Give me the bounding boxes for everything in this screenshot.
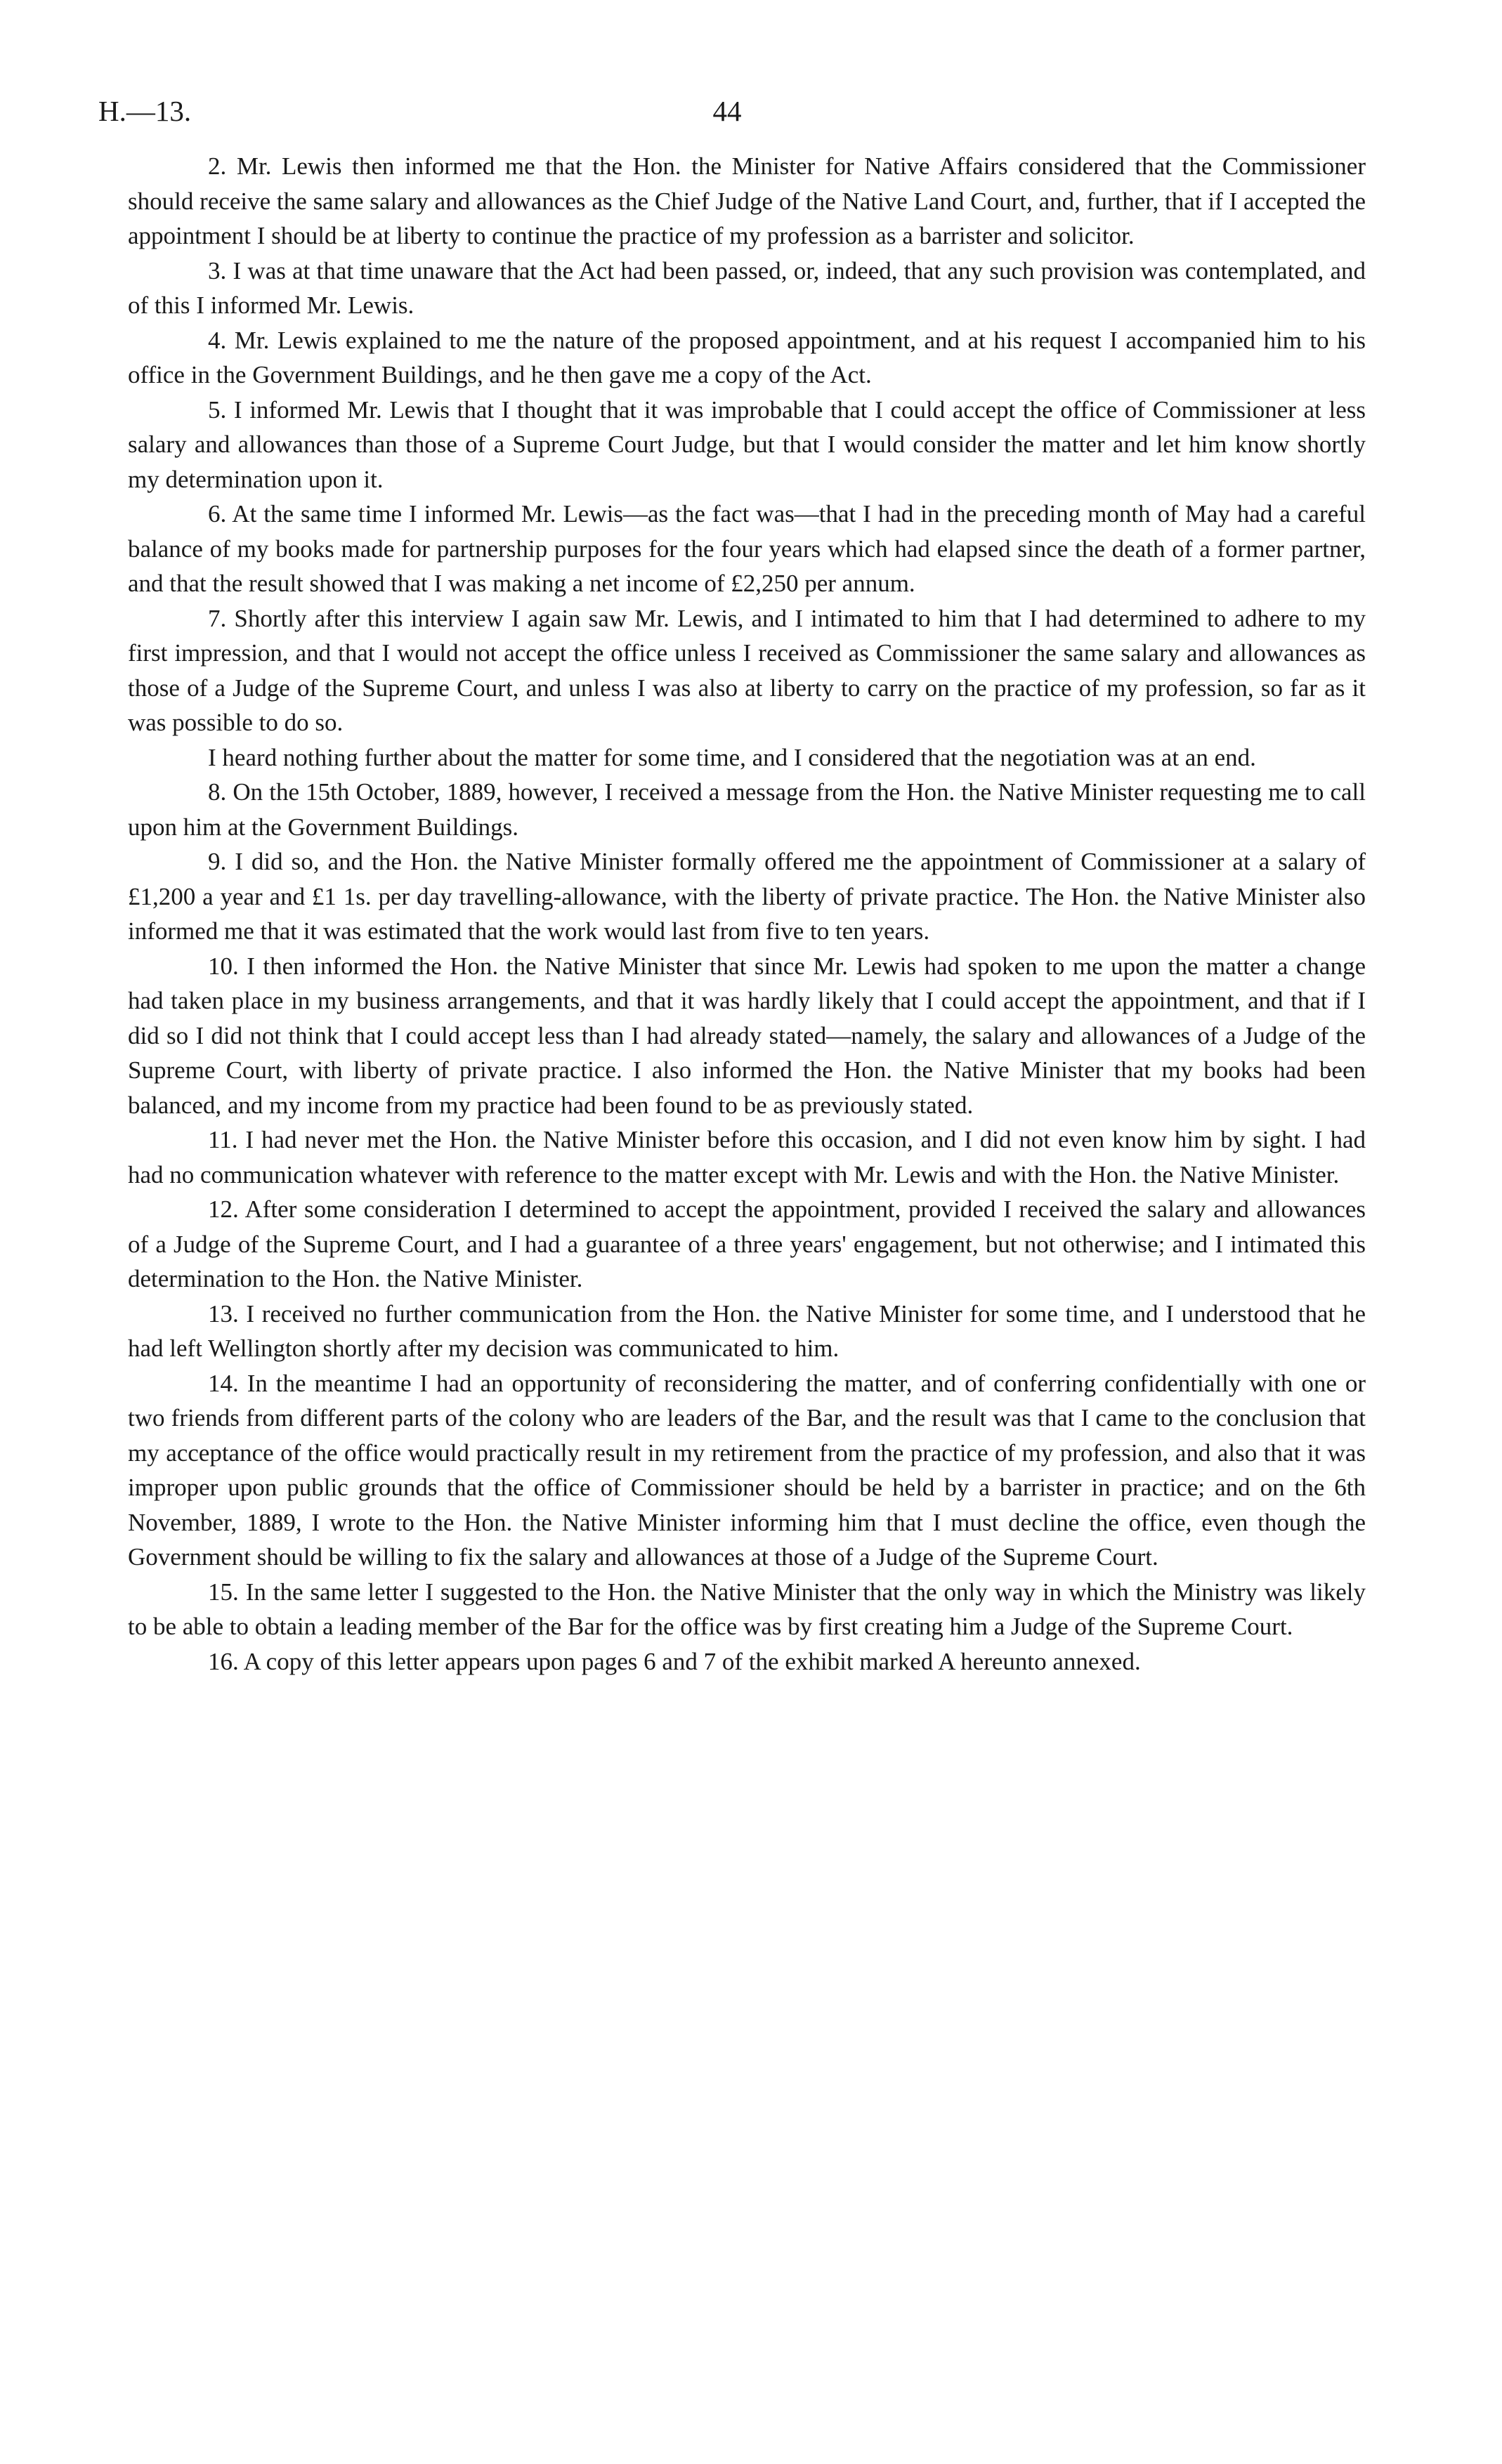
paragraph-2: 2. Mr. Lewis then informed me that the Hon. the Minister for Native Affairs considered that the Commissioner should receive the same salary and allowances as the Chief Judge of the Native Land Court, and, further, that if I accepted the appointment I should be at liberty to continue the practice of my profession as a barrister and solicitor. [128,152,1366,249]
paragraph-8: 8. On the 15th October, 1889, however, I received a message from the Hon. the Native Minister requesting me to call upon him at the Government Buildings. [128,778,1366,841]
paragraph-11: 11. I had never met the Hon. the Native Minister before this occasion, and I did not even know him by sight. I had had no communication whatever with reference to the matter except with Mr. Lewis and with the Hon. the Native Minister. [128,1126,1366,1188]
paragraph-16: 16. A copy of this letter appears upon pages 6 and 7 of the exhibit marked A hereunto annexed. [208,1647,1141,1675]
paragraph-7-continued: I heard nothing further about the matter for some time, and I considered that the negotiation was at an end. [208,743,1256,771]
paragraph-4: 4. Mr. Lewis explained to me the nature of the proposed appointment, and at his request I accompanied him to his office in the Government Buildings, and he then gave me a copy of the Act. [128,326,1366,388]
paragraph-15: 15. In the same letter I suggested to the Hon. the Native Minister that the only way in which the Ministry was likely to be able to obtain a leading member of the Bar for the office was by first creating him a Judge of the Supreme Court. [128,1578,1366,1640]
page-header [98,90,1356,132]
document-body [128,149,1366,1679]
paragraph-7: 7. Shortly after this interview I again saw Mr. Lewis, and I intimated to him that I had determined to adhere to my first impression, and that I would not accept the office unless I received as Commissioner the same salary and allowances as those of a Judge of the Supreme Court, and unless I was also at liberty to carry on the practice of my profession, so far as it was possible to do so. [128,604,1366,736]
document-reference: H.—13. [98,95,192,127]
paragraph-10: 10. I then informed the Hon. the Native Minister that since Mr. Lewis had spoken to me upon the matter a change had taken place in my business arrangements, and that it was hardly likely that I could accept the appointment, and that if I did so I did not think that I could accept less than I had already stated—namely, the salary and allowances of a Judge of the Supreme Court, with liberty of private practice. I also informed the Hon. the Native Minister that my books had been balanced, and my income from my practice had been found to be as previously stated. [128,952,1366,1119]
page-number: 44 [712,95,742,127]
paragraph-3: 3. I was at that time unaware that the Act had been passed, or, indeed, that any such provision was contemplated, and of this I informed Mr. Lewis. [128,256,1366,319]
paragraph-13: 13. I received no further communication from the Hon. the Native Minister for some time, and I understood that he had left Wellington shortly after my decision was communicated to him. [128,1299,1366,1362]
paragraph-6: 6. At the same time I informed Mr. Lewis—as the fact was—that I had in the preceding month of May had a careful balance of my books made for partnership purposes for the four years which had elapsed since the death of a former partner, and that the result showed that I was making a net income of £2,250 per annum. [128,500,1366,597]
paragraph-12: 12. After some consideration I determined to accept the appointment, provided I received the salary and allowances of a Judge of the Supreme Court, and I had a guarantee of a three years' engagement, but not otherwise; and I intimated this determination to the Hon. the Native Minister. [128,1195,1366,1292]
paragraph-14: 14. In the meantime I had an opportunity of reconsidering the matter, and of conferring confidentially with one or two friends from different parts of the colony who are leaders of the Bar, and the result was that I came to the conclusion that my acceptance of the office would practically result in my retirement from the practice of my profession, and also that it was improper upon public grounds that the office of Commissioner should be held by a barrister in practice; and on the 6th November, 1889, I wrote to the Hon. the Native Minister informing him that I must decline the office, even though the Government should be willing to fix the salary and allowances at those of a Judge of the Supreme Court. [128,1369,1366,1571]
paragraph-5: 5. I informed Mr. Lewis that I thought that it was improbable that I could accept the office of Commissioner at less salary and allowances than those of a Supreme Court Judge, but that I would consider the matter and let him know shortly my determination upon it. [128,395,1366,493]
paragraph-9: 9. I did so, and the Hon. the Native Minister formally offered me the appointment of Commissioner at a salary of £1,200 a year and £1 1s. per day travelling-allowance, with the liberty of private practice. The Hon. the Native Minister also informed me that it was estimated that the work would last from five to ten years. [128,848,1366,945]
